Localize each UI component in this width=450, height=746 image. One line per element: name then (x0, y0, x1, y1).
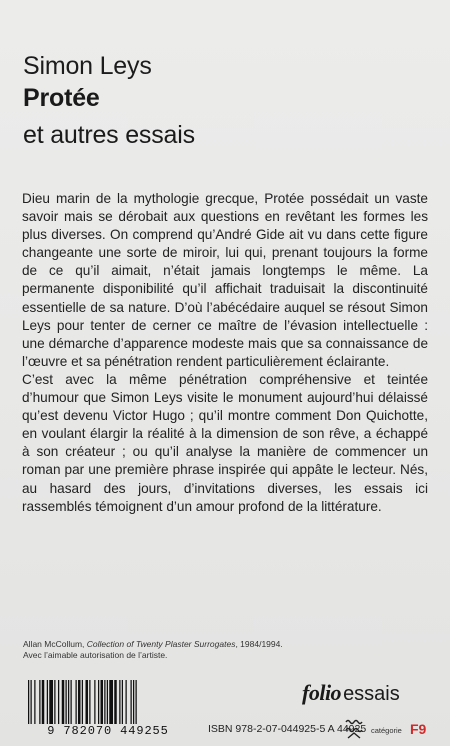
blurb-paragraph: C’est avec la même pénétration compréhensive et teintée d’humour que Simon Leys visite le monument aujourd’hui délaissé qu’est devenu Victor Hugo ; qu’il montre comment Don Quichotte, en voulant élargir la réalité à la dimension de son rêve, a échappé à son créateur ; ou qu’il analyse la manière de commencer un roman par une première phrase inspirée qui appâte le lecteur. Nés, au hasard des jours, d’invitations diverses, les essais ici rassemblés témoignent d’un amour profond de la littérature. (22, 371, 428, 514)
brand-name: folio (302, 680, 342, 705)
blurb-paragraph: Dieu marin de la mythologie grecque, Protée possédait un vaste savoir mais se dérobait aux questions en revêtant les formes les plus diverses. On comprend qu’André Gide ait vu dans cette figure changeante une sorte de miroir, lui qui, prenant toujours la forme de ce qu’il aimait, n’était jamais longtemps le même. La permanente disponibilité qu’il affichait traduisait la discontinuité essentielle de sa nature. D’où l’abécédaire auquel se résout Simon Leys pour tenter de cerner ce maître de l’évasion intellectuelle : une démarche d’apparence modeste mais que sa connaissance de l’œuvre et sa pénétration rendent particulièrement éclairante. (22, 191, 428, 369)
cover-credit (23, 639, 403, 661)
barcode (22, 680, 194, 738)
credit-permission: Avec l’aimable autorisation de l’artiste. (23, 650, 168, 660)
book-subtitle: et autres essais (23, 121, 195, 149)
credit-work: Collection of Twenty Plaster Surrogates (86, 639, 236, 649)
credit-artist: Allan McCollum, (23, 639, 87, 649)
credit-line (23, 639, 403, 650)
category-code: F9 (410, 721, 427, 737)
isbn-text: ISBN 978-2-07-044925-5 A 44925 (208, 723, 367, 735)
credit-dates: , 1984/1994. (235, 639, 283, 649)
publisher-logo-icon (342, 718, 366, 740)
book-title: Protée (23, 84, 100, 112)
author-name: Simon Leys (23, 52, 152, 80)
blurb-text (22, 190, 428, 516)
barcode-bars-icon (26, 680, 190, 724)
collection-logo (302, 680, 400, 706)
category-label: catégorie (371, 726, 402, 735)
collection-name: essais (343, 683, 400, 705)
barcode-digits: 9 782070 449255 (47, 724, 169, 738)
